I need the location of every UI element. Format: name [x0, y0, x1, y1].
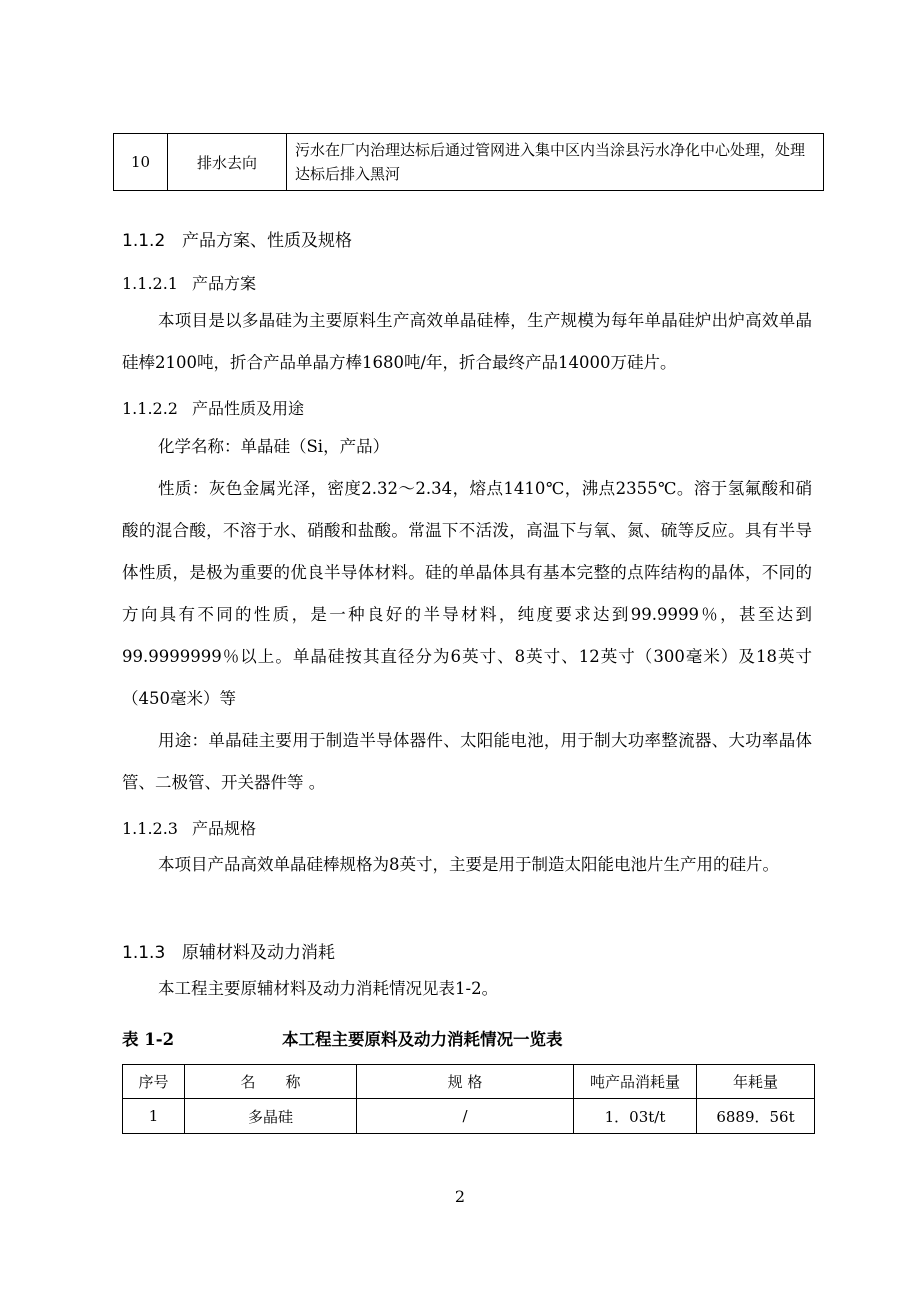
chemical-name: 化学名称：单晶硅（Si，产品） — [158, 437, 390, 456]
table-row — [123, 1099, 815, 1134]
paragraph-uses: 用途：单晶硅主要用于制造半导体器件、太阳能电池，用于制大功率整流器、大功率晶体管、二极管、开关器件等 。 — [122, 731, 812, 792]
paragraph-product-plan: 本项目是以多晶硅为主要原料生产高效单晶硅棒，生产规模为每年单晶硅炉出炉高效单晶硅棒2100吨，折合产品单晶方棒1680吨/年，折合最终产品14000万硅片。 — [122, 311, 812, 372]
header-per-ton: 吨产品消耗量 — [574, 1065, 697, 1099]
materials-table — [122, 1064, 815, 1134]
cell-annual: 6889．56t — [697, 1099, 815, 1134]
row-item: 排水去向 — [168, 134, 287, 191]
paragraph-materials: 本工程主要原辅材料及动力消耗情况见表1-2。 — [158, 979, 499, 998]
row-number: 10 — [114, 134, 168, 191]
section-heading-1-1-2 — [122, 226, 352, 251]
cell-no: 1 — [123, 1099, 185, 1134]
cell-per-ton: 1．03t/t — [574, 1099, 697, 1134]
section-title: 产品规格 — [192, 819, 257, 838]
header-spec: 规 格 — [357, 1065, 574, 1099]
table-caption — [122, 1026, 563, 1050]
row-content: 污水在厂内治理达标后通过管网进入集中区内当涂县污水净化中心处理，处理达标后排入黑河 — [287, 134, 824, 191]
section-number: 1.1.3 — [122, 943, 166, 963]
section-title: 产品性质及用途 — [192, 399, 305, 418]
section-heading-1-1-2-2 — [122, 396, 304, 419]
table-caption-title: 本工程主要原料及动力消耗情况一览表 — [282, 1030, 563, 1049]
table-row — [114, 134, 824, 191]
section-heading-1-1-3 — [122, 938, 335, 963]
section-heading-1-1-2-3 — [122, 816, 256, 839]
page-number: 2 — [454, 1187, 466, 1206]
section-number: 1.1.2.2 — [122, 399, 178, 418]
header-no: 序号 — [123, 1065, 185, 1099]
section-title: 产品方案、性质及规格 — [182, 231, 352, 251]
table-header-row — [123, 1065, 815, 1099]
cell-spec: / — [357, 1099, 574, 1134]
paragraph-spec: 本项目产品高效单晶硅棒规格为8英寸，主要是用于制造太阳能电池片生产用的硅片。 — [158, 855, 779, 874]
cell-name: 多晶硅 — [185, 1099, 357, 1134]
section-title: 原辅材料及动力消耗 — [182, 943, 335, 963]
table-caption-number: 表 1-2 — [122, 1030, 175, 1049]
section-number: 1.1.2 — [122, 231, 166, 251]
section-title: 产品方案 — [192, 274, 257, 293]
header-name: 名 称 — [185, 1065, 357, 1099]
section-number: 1.1.2.3 — [122, 819, 178, 838]
section-number: 1.1.2.1 — [122, 274, 178, 293]
paragraph-properties: 性质：灰色金属光泽，密度2.32～2.34，熔点1410℃，沸点2355℃。溶于氢氟酸和硝酸的混合酸，不溶于水、硝酸和盐酸。常温下不活泼，高温下与氧、氮、硫等反应。具有半导体性质，是极为重要的优良半导体材料。硅的单晶体具有基本完整的点阵结构的晶体，不同的方向具有不同的性质，是一种良好的半导材料，纯度要求达到99.9999％，甚至达到99.9999999％以上。单晶硅按其直径分为6英寸、8英寸、12英寸（300毫米）及18英寸（450毫米）等 — [122, 479, 812, 708]
top-table — [113, 133, 824, 191]
header-annual: 年耗量 — [697, 1065, 815, 1099]
section-heading-1-1-2-1 — [122, 271, 256, 294]
